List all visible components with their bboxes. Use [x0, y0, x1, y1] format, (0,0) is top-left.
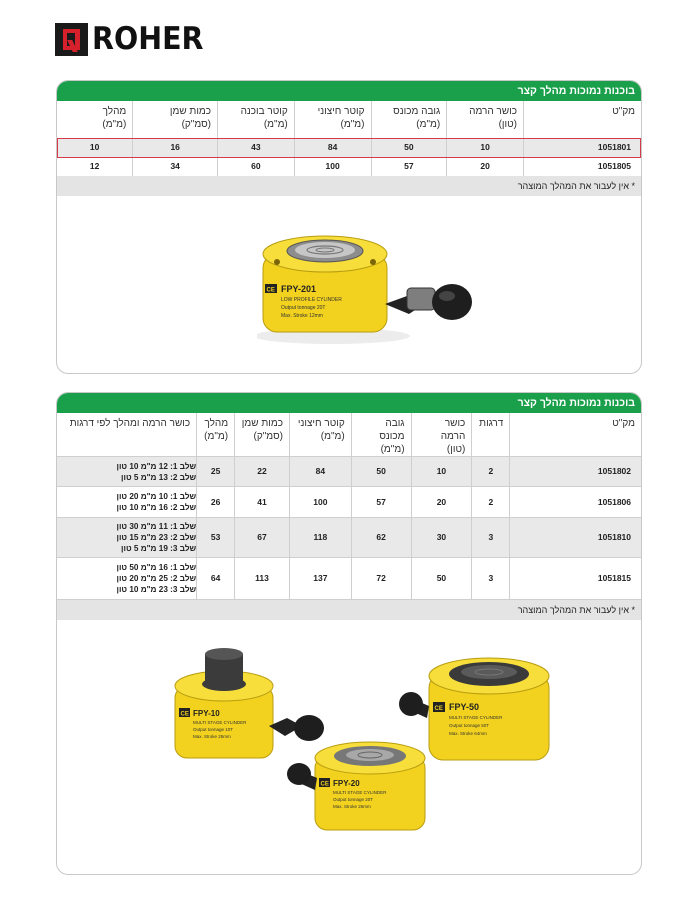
- product-model-label: FPY-10: [193, 709, 220, 718]
- product-model-label: FPY-201: [281, 284, 317, 294]
- brand-name: ROHER: [92, 20, 204, 57]
- cell-capacity: 50: [411, 558, 472, 600]
- column-header-label: מהלך: [102, 106, 127, 117]
- column-header-label: קוטר חיצוני: [297, 418, 345, 429]
- product-label-line: Max. Stroke 12mm: [281, 313, 323, 319]
- cell-oil-volume: 16: [133, 138, 218, 157]
- section-title: בוכנות נמוכות מהלך קצר: [57, 81, 641, 101]
- column-header-unit: (מ"מ): [416, 119, 441, 130]
- header-capacity: [447, 101, 524, 138]
- cell-stage-details: [57, 487, 197, 518]
- logo-mark-icon: [55, 23, 88, 56]
- cell-height: 50: [371, 138, 447, 157]
- cell-capacity: 20: [447, 157, 524, 176]
- product-label-line: MULTI STAGE CYLINDER: [449, 715, 503, 720]
- cell-sku: 1051805: [523, 157, 641, 176]
- product-label-line: Max. Stroke 64mm: [449, 731, 487, 736]
- ce-badge-text: CE: [320, 781, 329, 788]
- cell-oil-volume: 113: [235, 558, 290, 600]
- cell-stroke: 10: [57, 138, 133, 157]
- cell-piston-diameter: 43: [218, 138, 295, 157]
- stage-line: שלב 3: 23 מ"מ 10 טון: [116, 585, 197, 594]
- cell-stages: 2: [472, 487, 510, 518]
- column-header-unit: (סמ"ק): [253, 431, 283, 442]
- product-card-short-stroke: [56, 80, 642, 374]
- cell-oil-volume: 34: [133, 157, 218, 176]
- column-header-label: קוטר חיצוני: [317, 106, 365, 117]
- column-header-unit: (טון): [498, 119, 517, 130]
- column-header-label: כמות שמן: [241, 418, 283, 429]
- product-label-line: LOW PROFILE CYLINDER: [281, 297, 342, 303]
- product-model-label: FPY-20: [333, 779, 360, 788]
- stage-line: שלב 3: 19 מ"מ 5 טון: [121, 544, 197, 553]
- product-label-line: Output tonnage 20T: [333, 797, 374, 802]
- product-photo-fpy201: [257, 226, 487, 351]
- product-label-line: MULTI STAGE CYLINDER: [193, 720, 247, 725]
- column-header-label: כושר הרמה: [440, 418, 466, 442]
- product-label-line: Output tonnage 20T: [281, 305, 326, 311]
- header-oil-volume: [235, 413, 290, 457]
- product-label-line: Max. Stroke 26mm: [333, 804, 371, 809]
- stage-line: שלב 2: 13 מ"מ 5 טון: [121, 472, 197, 482]
- column-header-label: כושר הרמה: [469, 106, 517, 117]
- column-header-label: מק"ט: [612, 418, 635, 429]
- cell-sku: 1051810: [510, 518, 641, 558]
- header-height: [371, 101, 447, 138]
- column-header-unit: (מ"מ): [340, 119, 365, 130]
- cell-outer-diameter: 118: [289, 518, 351, 558]
- cell-sku: 1051806: [510, 487, 641, 518]
- product-label-line: Output tonnage 50T: [449, 723, 490, 728]
- header-outer-diameter: [289, 413, 351, 457]
- cell-stroke: 25: [197, 457, 235, 487]
- spec-table: [57, 101, 641, 176]
- cell-capacity: 30: [411, 518, 472, 558]
- cell-height: 72: [351, 558, 411, 600]
- cell-oil-volume: 22: [235, 457, 290, 487]
- cylinder-fpy20: [287, 742, 425, 830]
- cell-sku: 1051802: [510, 457, 641, 487]
- table-row: [57, 138, 641, 157]
- header-sku: [510, 413, 641, 457]
- cell-capacity: 10: [447, 138, 524, 157]
- cell-stroke: 12: [57, 157, 133, 176]
- cell-sku: 1051801: [523, 138, 641, 157]
- cylinder-fpy50: [399, 658, 549, 760]
- ce-badge-text: CE: [434, 706, 443, 712]
- cell-sku: 1051815: [510, 558, 641, 600]
- cell-capacity: 10: [411, 457, 472, 487]
- cell-stage-details: [57, 518, 197, 558]
- cell-oil-volume: 67: [235, 518, 290, 558]
- stage-line: שלב 2: 23 מ"מ 15 טון: [116, 533, 197, 542]
- cell-height: 62: [351, 518, 411, 558]
- header-capacity: [411, 413, 472, 457]
- column-header-label: גובה מכונס: [379, 418, 405, 442]
- column-header-label: מהלך: [204, 418, 229, 429]
- header-stroke: [197, 413, 235, 457]
- stage-line: שלב 2: 16 מ"מ 10 טון: [116, 503, 197, 512]
- table-row: [57, 487, 641, 518]
- spec-table-multistage: [57, 413, 641, 600]
- header-piston-diameter: [218, 101, 295, 138]
- cell-oil-volume: 41: [235, 487, 290, 518]
- stage-line: שלב 1: 16 מ"מ 50 טון: [116, 563, 197, 572]
- stroke-warning-note: * אין לעבור את המהלך המוצהר: [57, 176, 641, 196]
- cell-stroke: 53: [197, 518, 235, 558]
- column-header-unit: (מ"מ): [102, 119, 127, 130]
- cell-height: 50: [351, 457, 411, 487]
- column-header-unit: (מ"מ): [380, 444, 405, 455]
- header-stage-details: [57, 413, 197, 457]
- product-photo-group: [157, 646, 597, 851]
- stage-line: שלב 1: 11 מ"מ 30 טון: [116, 522, 197, 531]
- stage-line: שלב 1: 10 מ"מ 20 טון: [116, 492, 197, 501]
- cell-height: 57: [371, 157, 447, 176]
- cell-outer-diameter: 84: [289, 457, 351, 487]
- stroke-warning-note: * אין לעבור את המהלך המוצהר: [57, 600, 641, 620]
- header-stages: [472, 413, 510, 457]
- section-title: בוכנות נמוכות מהלך קצר: [57, 393, 641, 413]
- table-row: [57, 457, 641, 487]
- cylinder-fpy10: [175, 648, 324, 758]
- cell-capacity: 20: [411, 487, 472, 518]
- cell-outer-diameter: 100: [289, 487, 351, 518]
- brand-logo: [55, 22, 213, 56]
- column-header-label: כושר הרמה ומהלך לפי דרגות: [69, 418, 191, 429]
- cell-stage-details: [57, 457, 197, 487]
- header-height: [351, 413, 411, 457]
- header-oil-volume: [133, 101, 218, 138]
- column-header-label: כמות שמן: [169, 106, 212, 117]
- table-header-row: [57, 413, 641, 457]
- cell-outer-diameter: 137: [289, 558, 351, 600]
- stage-line: שלב 2: 25 מ"מ 20 טון: [116, 574, 197, 583]
- product-label-line: Max. Stroke 25mm: [193, 734, 231, 739]
- column-header-label: דרגות: [479, 418, 504, 429]
- table-row: [57, 157, 641, 176]
- stage-line: שלב 1: 12 מ"מ 10 טון: [116, 461, 197, 471]
- column-header-unit: (טון): [446, 444, 466, 455]
- product-model-label: FPY-50: [449, 702, 480, 712]
- column-header-unit: (סמ"ק): [181, 119, 212, 130]
- cell-outer-diameter: 84: [294, 138, 371, 157]
- column-header-label: קוטר בוכנה: [240, 106, 288, 117]
- column-header-label: גובה מכונס: [393, 106, 441, 117]
- cell-stroke: 64: [197, 558, 235, 600]
- column-header-unit: (מ"מ): [263, 119, 288, 130]
- header-sku: [523, 101, 641, 138]
- table-row: [57, 518, 641, 558]
- cell-stages: 3: [472, 518, 510, 558]
- cell-piston-diameter: 60: [218, 157, 295, 176]
- column-header-label: מק"ט: [612, 106, 635, 117]
- column-header-unit: (מ"מ): [320, 431, 345, 442]
- product-label-line: Output tonnage 10T: [193, 727, 234, 732]
- header-stroke: [57, 101, 133, 138]
- table-row: [57, 558, 641, 600]
- cell-stages: 2: [472, 457, 510, 487]
- cell-stages: 3: [472, 558, 510, 600]
- header-outer-diameter: [294, 101, 371, 138]
- ce-badge-text: CE: [180, 711, 189, 718]
- column-header-unit: (מ"מ): [204, 431, 229, 442]
- table-header-row: [57, 101, 641, 138]
- product-card-multi-stage: [56, 392, 642, 875]
- cell-stage-details: [57, 558, 197, 600]
- cell-outer-diameter: 100: [294, 157, 371, 176]
- ce-badge-text: CE: [266, 287, 275, 294]
- cell-height: 57: [351, 487, 411, 518]
- product-label-line: MULTI STAGE CYLINDER: [333, 790, 387, 795]
- cell-stroke: 26: [197, 487, 235, 518]
